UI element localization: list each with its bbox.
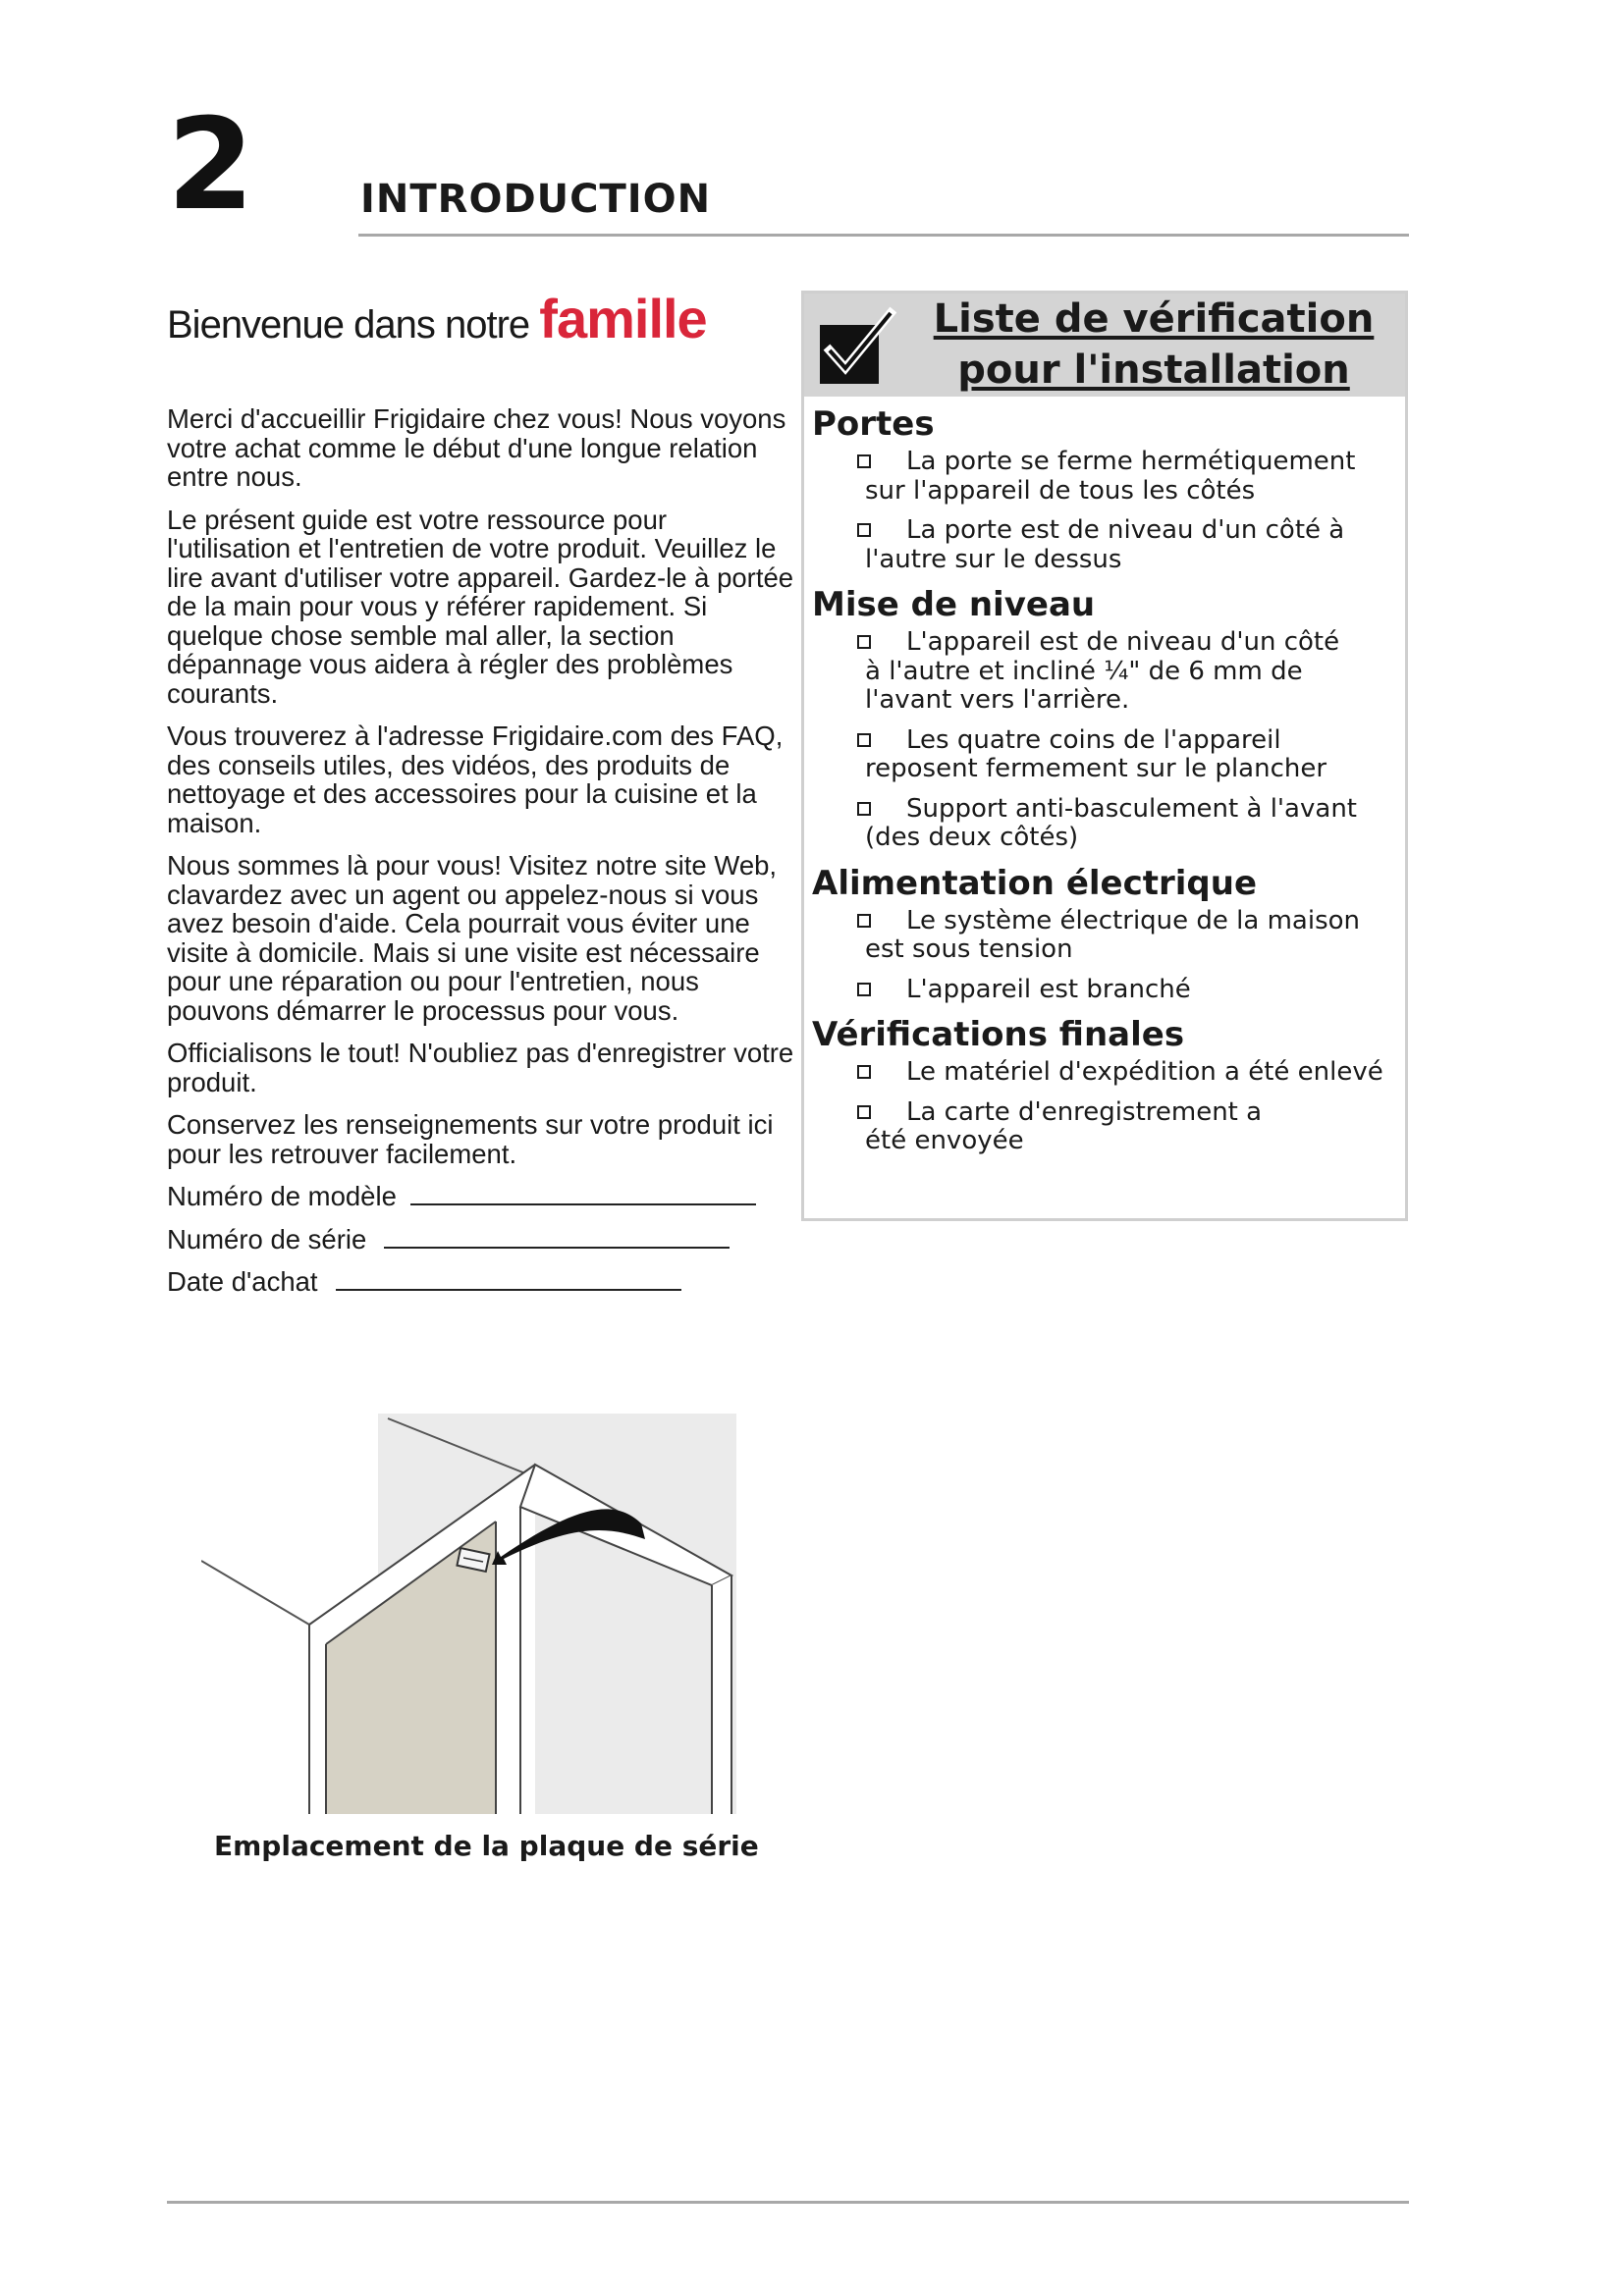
installation-checklist xyxy=(801,291,1408,1221)
purchase-date-blank[interactable] xyxy=(336,1269,681,1291)
checklist-title-line-2: pour l'installation xyxy=(957,347,1350,393)
section-title: INTRODUCTION xyxy=(360,177,712,222)
checklist-item xyxy=(812,1058,1405,1088)
serial-number-field xyxy=(167,1225,795,1255)
checklist-header xyxy=(804,294,1405,397)
checklist-item-text: est sous tension xyxy=(865,934,1073,964)
intro-paragraph-4: Nous sommes là pour vous! Visitez notre site Web, clavardez avec un agent ou appelez-nous si vous avez besoin d'aide. Cela pourrait vous éviter une visite à domicile. Mais si une visite est nécessaire pour une réparation ou pour l'entretien, nous pouvons démarrer le processus pour vous. xyxy=(167,850,778,1026)
model-number-blank[interactable] xyxy=(410,1184,756,1205)
checklist-item-text: l'autre sur le dessus xyxy=(865,544,1122,574)
purchase-date-field xyxy=(167,1267,795,1297)
checklist-title-line-1: Liste de vérification xyxy=(933,296,1375,342)
checklist-group-heading: Mise de niveau xyxy=(812,585,1096,624)
checklist-item-text: La carte d'enregistrement a xyxy=(906,1096,1263,1127)
checklist-item-text: La porte se ferme hermétiquement xyxy=(906,447,1356,476)
checklist-item-text: Le matériel d'expédition a été enlevé xyxy=(906,1057,1383,1087)
serial-number-blank[interactable] xyxy=(384,1227,730,1249)
checklist-item xyxy=(812,516,1405,574)
model-number-label: Numéro de modèle xyxy=(167,1181,397,1211)
checklist-item-text: L'appareil est branché xyxy=(906,974,1191,1004)
checkbox-icon[interactable] xyxy=(857,454,871,468)
checklist-item-text: été envoyée xyxy=(865,1126,1024,1155)
checklist-body xyxy=(804,397,1405,1156)
checklist-item xyxy=(812,448,1405,506)
checklist-item-text: reposent fermement sur le plancher xyxy=(865,754,1327,783)
checkbox-icon[interactable] xyxy=(857,733,871,747)
checklist-item xyxy=(812,628,1405,716)
welcome-heading xyxy=(167,287,707,350)
checklist-item-text: L'appareil est de niveau d'un côté xyxy=(906,627,1340,657)
checklist-item-text: sur l'appareil de tous les côtés xyxy=(865,475,1256,506)
title-divider xyxy=(358,234,1409,237)
checkbox-icon[interactable] xyxy=(857,1105,871,1119)
checklist-item-text: (des deux côtés) xyxy=(865,823,1079,852)
intro-paragraph-5: Officialisons le tout! N'oubliez pas d'enregistrer votre produit. xyxy=(167,1038,794,1097)
checkbox-icon[interactable] xyxy=(857,635,871,649)
serial-plate-illustration xyxy=(201,1414,736,1814)
checklist-group-heading: Alimentation électrique xyxy=(812,863,1258,903)
checklist-item xyxy=(812,1098,1405,1156)
checklist-item-text: Le système électrique de la maison xyxy=(906,905,1361,935)
welcome-prefix: Bienvenue dans notre xyxy=(167,303,540,347)
checkbox-icon[interactable] xyxy=(857,523,871,537)
checkbox-icon[interactable] xyxy=(857,914,871,928)
intro-paragraph-3: Vous trouverez à l'adresse Frigidaire.com des FAQ, des conseils utiles, des vidéos, des produits de nettoyage et des accessoires pour la cuisine et la maison. xyxy=(167,721,784,838)
checklist-item-text: à l'autre et incliné ¼" de 6 mm de xyxy=(865,656,1303,686)
figure-caption: Emplacement de la plaque de série xyxy=(214,1830,759,1862)
page-number: 2 xyxy=(167,92,255,239)
checkbox-icon[interactable] xyxy=(857,1065,871,1079)
purchase-date-label: Date d'achat xyxy=(167,1266,318,1297)
footer-divider xyxy=(167,2201,1409,2204)
checklist-item-text: La porte est de niveau d'un côté à xyxy=(906,515,1345,545)
serial-number-label: Numéro de série xyxy=(167,1223,367,1255)
intro-paragraph-2: Le présent guide est votre ressource pour l'utilisation et l'entretien de votre produit. Veuillez le lire avant d'utiliser votre appareil. Gardez-le à portée de la main pour vous y référer rapidement. Si quelque chose semble mal aller, la section dépannage vous aidera à régler des problèmes courants. xyxy=(167,504,794,709)
checkbox-icon[interactable] xyxy=(857,983,871,996)
checklist-title xyxy=(902,294,1405,396)
welcome-accent: famille xyxy=(539,288,707,349)
checklist-item-text: Support anti-basculement à l'avant xyxy=(906,793,1357,824)
checklist-item xyxy=(812,795,1405,853)
checklist-group-heading: Vérifications finales xyxy=(812,1015,1185,1054)
checklist-item xyxy=(812,976,1405,1005)
checklist-group-heading: Portes xyxy=(812,404,935,444)
checkmark-icon xyxy=(810,303,898,392)
checklist-item-text: l'avant vers l'arrière. xyxy=(865,685,1130,715)
checklist-item xyxy=(812,907,1405,965)
checklist-item xyxy=(812,726,1405,784)
intro-column xyxy=(167,404,795,1310)
model-number-field xyxy=(167,1182,795,1211)
checkbox-icon[interactable] xyxy=(857,802,871,816)
intro-paragraph-6: Conservez les renseignements sur votre produit ici pour les retrouver facilement. xyxy=(167,1109,774,1169)
checklist-item-text: Les quatre coins de l'appareil xyxy=(906,724,1281,755)
intro-paragraph-1: Merci d'accueillir Frigidaire chez vous! Nous voyons votre achat comme le début d'une longue relation entre nous. xyxy=(167,403,786,492)
